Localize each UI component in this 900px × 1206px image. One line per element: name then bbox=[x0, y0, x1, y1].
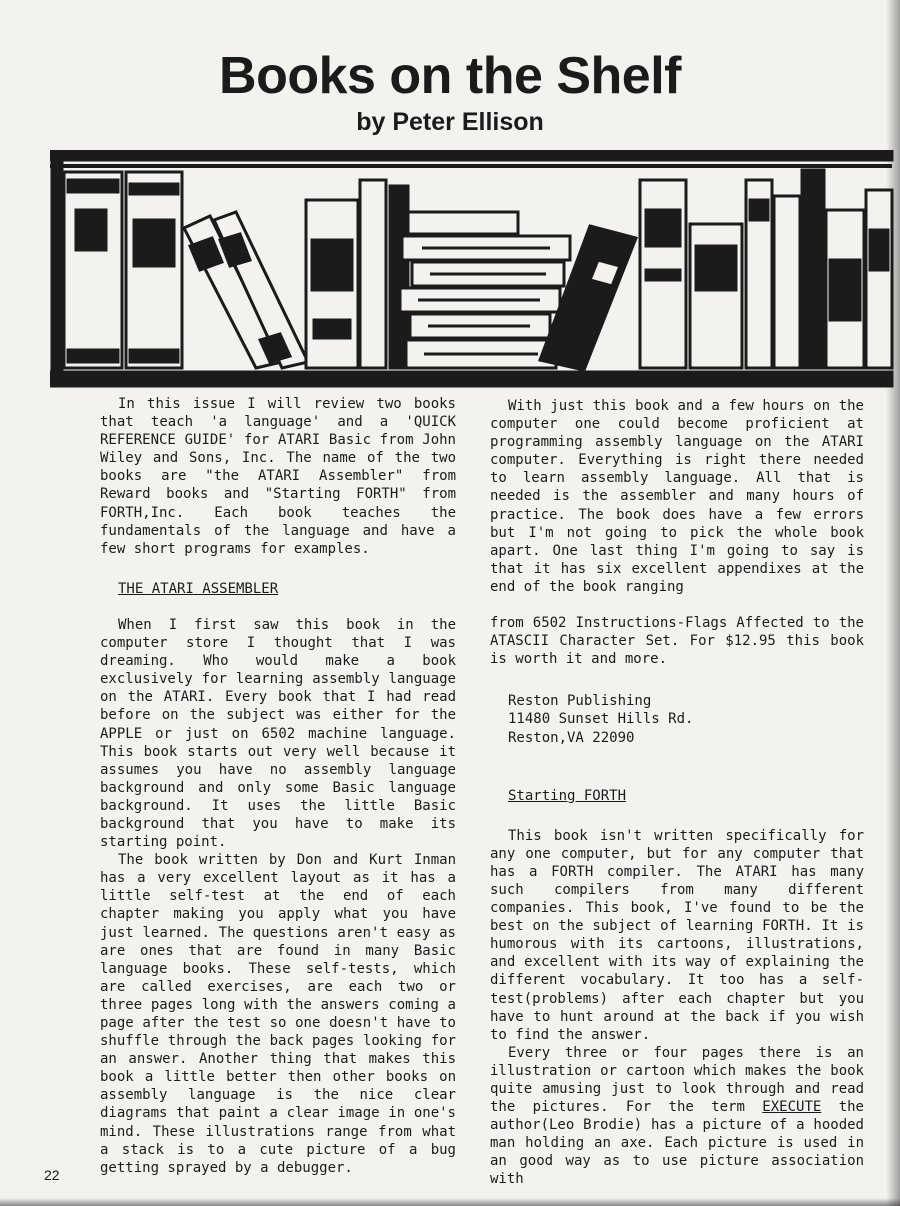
section-heading-starting-forth: Starting FORTH bbox=[508, 787, 627, 804]
page-bottom-shadow bbox=[0, 1198, 900, 1206]
publisher-address bbox=[490, 692, 864, 746]
execute-term: EXECUTE bbox=[762, 1099, 822, 1116]
section-heading-atari-assembler: THE ATARI ASSEMBLER bbox=[118, 580, 279, 597]
bookshelf-illustration-icon bbox=[50, 150, 894, 390]
article-byline: by Peter Ellison bbox=[356, 108, 544, 136]
starting-forth-paragraph-1: This book isn't written specifically for any one computer, but for any computer that has a FORTH compiler. The ATARI has many such compilers from many different companies. This book, I've found to be the best on the subject of learning FORTH. It is humorous with its cartoons, illustrations, and excellent with its way of explaining the different vocabulary. It too has a self-test(problems) after each chapter but you have to hunt around at the back if you wish to find the answer. bbox=[490, 827, 864, 1043]
address-line-1: Reston Publishing bbox=[508, 693, 652, 710]
atari-assembler-paragraph-1: When I first saw this book in the computer store I thought that I was dreaming. Who would make a book exclusively for learning assembly language on the ATARI. Every book that I had read before on the subject was either for the APPLE or just on 6502 machine language. This book starts out very well because it assumes you have no assembly language background and only some Basic language background. It uses the little Basic background that you have to make its starting point. bbox=[100, 616, 456, 851]
paragraph-2-part-a: Every three or four pages there is an illustration or cartoon which makes the book quite amusing just to look through and read the pictures. For the term bbox=[490, 1044, 864, 1116]
intro-paragraph: In this issue I will review two books that teach 'a language' and a 'QUICK REFERENCE GUIDE' for ATARI Basic from John Wiley and Sons, Inc. The name of the two books are "the ATARI Assembler" from Reward books and "Starting FORTH" from FORTH,Inc. Each book teaches the fundamentals of the language and have a few short programs for examples. bbox=[100, 396, 456, 557]
paragraph-2-part-b: the author(Leo Brodie) has a picture of a hooded man holding an axe. Each picture is used in an good way as to use picture association with bbox=[490, 1099, 864, 1188]
atari-assembler-paragraph-3: With just this book and a few hours on the computer one could become proficient at programming assembly language on the ATARI computer. Everything is right there needed to learn assembly language. All that is needed is the assembler and many hours of practice. The book does have a few errors but I'm not going to pick the whole book apart. One last thing I'm going to say is that it has six excellent appendixes at the end of the book ranging bbox=[490, 398, 864, 595]
address-line-2: 11480 Sunset Hills Rd. bbox=[508, 711, 694, 728]
left-column bbox=[100, 395, 456, 1177]
page-number: 22 bbox=[44, 1167, 60, 1183]
atari-assembler-paragraph-3-continued: from 6502 Instructions-Flags Affected to the ATASCII Character Set. For $12.95 this book is worth it and more. bbox=[490, 615, 864, 668]
atari-assembler-paragraph-2: The book written by Don and Kurt Inman has a very excellent layout as it has a little self-test at the end of each chapter making you apply what you have just learned. The questions aren't easy as are ones that are found in many Basic language books. These self-tests, which are called exercises, are each two or three pages long with the answers coming a page after the test so one doesn't have to shuffle through the back pages looking for an answer. Another thing that makes this book a little better then other books on assembly language is the nice clear diagrams that paint a clear image in one's mind. These illustrations range from what a stack is to a cute picture of a bug getting sprayed by a debugger. bbox=[100, 852, 456, 1176]
address-line-3: Reston,VA 22090 bbox=[508, 729, 635, 746]
right-column bbox=[490, 397, 864, 1189]
article-title: Books on the Shelf bbox=[219, 47, 681, 105]
starting-forth-paragraph-2 bbox=[490, 1044, 864, 1189]
